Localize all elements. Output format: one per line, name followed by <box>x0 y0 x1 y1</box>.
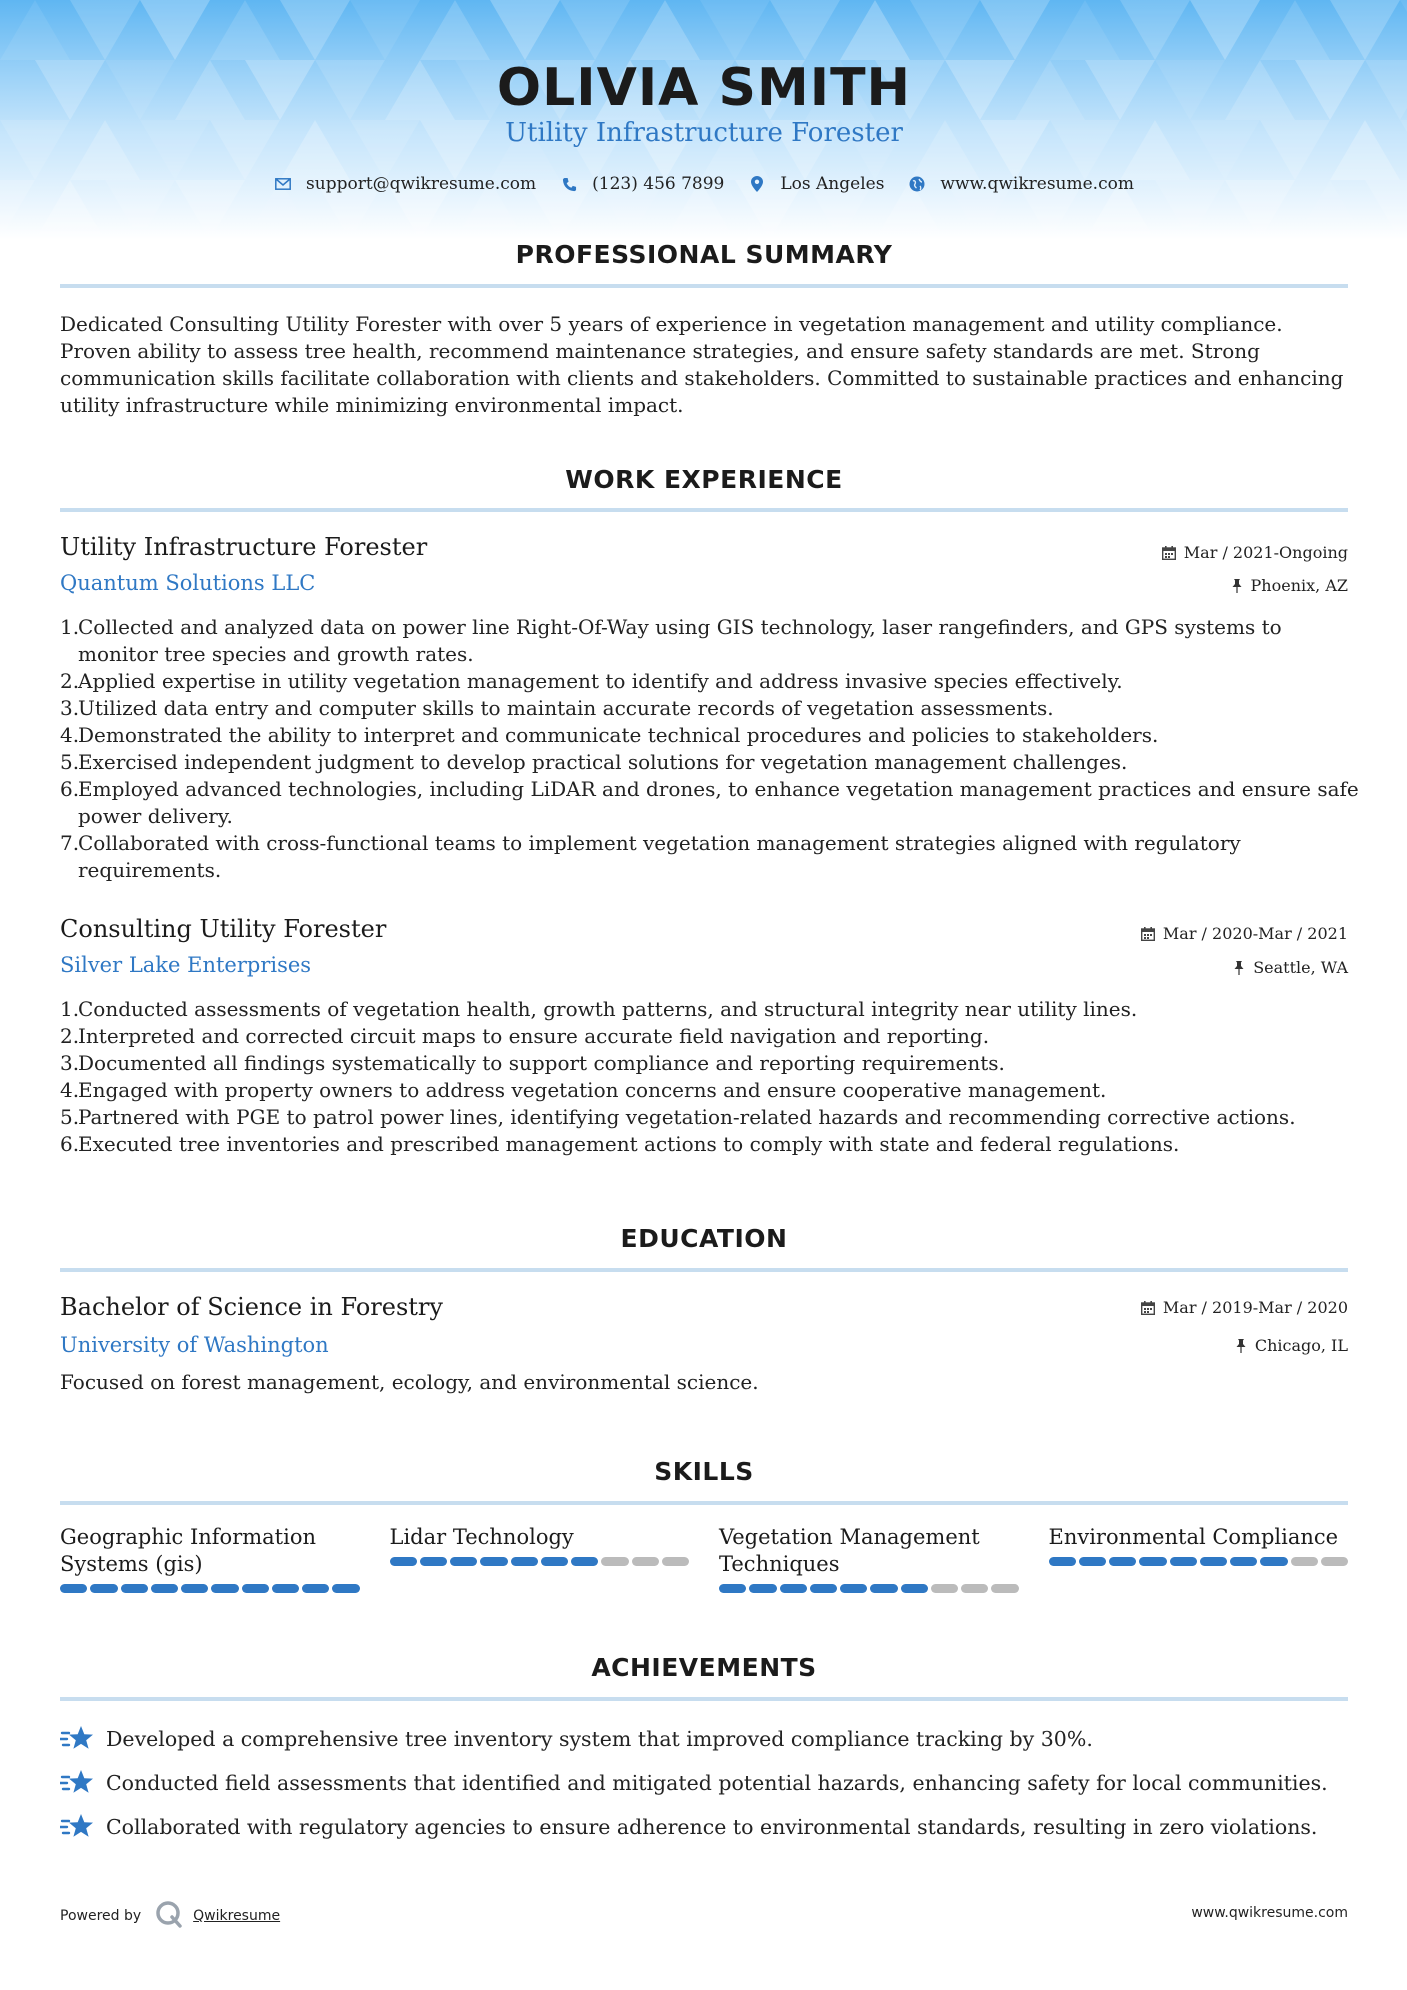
skill-level-segment <box>151 1584 178 1593</box>
achievement-text: Developed a comprehensive tree inventory system that improved compliance tracking by 30%. <box>106 1727 1093 1751</box>
phone-text: (123) 456 7899 <box>592 174 725 194</box>
footer-powered-by: Powered by Qwikresume <box>60 1900 280 1932</box>
pushpin-icon <box>1231 579 1243 593</box>
contact-website[interactable] <box>908 174 1134 194</box>
bullet-item: 3. Utilized data entry and computer skills to maintain accurate records of vegetation assessments. <box>60 696 1054 720</box>
skill-level-segment <box>961 1584 988 1593</box>
job-title: Utility Infrastructure Forester <box>60 533 428 561</box>
skill-item <box>719 1524 1019 1593</box>
achievement-text: Conducted field assessments that identified and mitigated potential hazards, enhancing safety for local communities. <box>106 1771 1328 1795</box>
skill-item <box>1049 1524 1349 1593</box>
bullet-item: 7. Collaborated with cross-functional teams to implement vegetation management strategies aligned with regulatory requirements. <box>60 831 1241 882</box>
skill-level-bar <box>60 1584 360 1593</box>
skill-level-segment <box>780 1584 807 1593</box>
section-divider <box>60 1268 1348 1272</box>
qwikresume-link[interactable]: Qwikresume <box>193 1908 281 1924</box>
achievement-item <box>60 1768 1348 1798</box>
contact-email[interactable] <box>274 174 536 194</box>
skill-level-segment <box>632 1557 659 1566</box>
map-pin-icon <box>748 175 766 193</box>
job-dates: Mar / 2021-Ongoing <box>1162 543 1348 562</box>
bullet-item: 4. Demonstrated the ability to interpret and communicate technical procedures and policies to stakeholders. <box>60 723 1159 747</box>
skill-name: Geographic Information Systems (gis) <box>60 1525 316 1576</box>
envelope-icon <box>274 175 292 193</box>
skill-level-segment <box>332 1584 359 1593</box>
job-location: Seattle, WA <box>1233 958 1348 977</box>
skill-item <box>390 1524 690 1593</box>
skills-heading: SKILLS <box>654 1457 754 1486</box>
skill-level-segment <box>121 1584 148 1593</box>
skill-level-segment <box>1170 1557 1197 1566</box>
skill-level-segment <box>931 1584 958 1593</box>
skill-level-segment <box>1200 1557 1227 1566</box>
email-text: support@qwikresume.com <box>306 174 537 194</box>
skill-level-segment <box>242 1584 269 1593</box>
skill-level-segment <box>181 1584 208 1593</box>
bullet-item: 6. Executed tree inventories and prescribed management actions to comply with state and federal regulations. <box>60 1132 1180 1156</box>
achievements-heading: ACHIEVEMENTS <box>591 1653 817 1682</box>
education-dates: Mar / 2019-Mar / 2020 <box>1141 1298 1348 1317</box>
skill-level-segment <box>1260 1557 1287 1566</box>
skill-name: Lidar Technology <box>389 1525 574 1549</box>
skill-level-segment <box>901 1584 928 1593</box>
skill-name: Environmental Compliance <box>1048 1525 1339 1549</box>
skill-level-bar <box>390 1557 690 1566</box>
job-dates: Mar / 2020-Mar / 2021 <box>1141 924 1348 943</box>
contact-row <box>60 174 1348 194</box>
calendar-icon <box>1141 1301 1155 1315</box>
bullet-item: 5. Partnered with PGE to patrol power lines, identifying vegetation-related hazards and recommending corrective actions. <box>60 1105 1296 1129</box>
skill-level-bar <box>1049 1557 1349 1566</box>
bullet-item: 1. Conducted assessments of vegetation health, growth patterns, and structural integrity near utility lines. <box>60 997 1138 1021</box>
skill-level-bar <box>719 1584 1019 1593</box>
skill-level-segment <box>450 1557 477 1566</box>
skill-name: Vegetation Management Techniques <box>719 1525 980 1576</box>
skill-level-segment <box>840 1584 867 1593</box>
school-name: University of Washington <box>60 1333 329 1357</box>
skill-level-segment <box>302 1584 329 1593</box>
skill-level-segment <box>571 1557 598 1566</box>
section-divider <box>60 284 1348 288</box>
skill-level-segment <box>272 1584 299 1593</box>
section-divider <box>60 508 1348 512</box>
skill-level-segment <box>662 1557 689 1566</box>
phone-icon <box>560 175 578 193</box>
skill-level-segment <box>601 1557 628 1566</box>
star-icon <box>60 1724 94 1754</box>
bullet-item: 5. Exercised independent judgment to develop practical solutions for vegetation management challenges. <box>60 750 1128 774</box>
skill-level-segment <box>810 1584 837 1593</box>
job-title: Consulting Utility Forester <box>60 915 387 943</box>
calendar-icon <box>1162 546 1176 560</box>
degree-name: Bachelor of Science in Forestry <box>60 1293 443 1321</box>
skill-level-segment <box>1321 1557 1348 1566</box>
skill-level-segment <box>541 1557 568 1566</box>
skill-level-segment <box>1109 1557 1136 1566</box>
section-divider <box>60 1697 1348 1701</box>
skill-level-segment <box>390 1557 417 1566</box>
summary-heading: PROFESSIONAL SUMMARY <box>515 240 893 269</box>
skill-level-segment <box>870 1584 897 1593</box>
skill-level-segment <box>1291 1557 1318 1566</box>
skill-level-segment <box>1049 1557 1076 1566</box>
skills-grid <box>60 1524 1348 1593</box>
skill-level-segment <box>991 1584 1018 1593</box>
calendar-icon <box>1141 927 1155 941</box>
skill-level-segment <box>60 1584 87 1593</box>
skill-level-segment <box>749 1584 776 1593</box>
pushpin-icon <box>1235 1339 1247 1353</box>
bullet-item: 6. Employed advanced technologies, including LiDAR and drones, to enhance vegetation management practices and ensure safe power delivery. <box>60 777 1359 828</box>
bullet-item: 4. Engaged with property owners to address vegetation concerns and ensure cooperative management. <box>60 1078 1107 1102</box>
summary-text: Dedicated Consulting Utility Forester with over 5 years of experience in vegetation management and utility compliance. Proven ability to assess tree health, recommend maintenance strategies, and ensure safety standards are met. Strong communication skills facilitate collaboration with clients and stakeholders. Committed to sustainable practices and enhancing utility infrastructure while minimizing environmental impact. <box>60 312 1344 417</box>
skill-level-segment <box>211 1584 238 1593</box>
skill-level-segment <box>1230 1557 1257 1566</box>
footer-url[interactable]: www.qwikresume.com <box>1191 1905 1348 1921</box>
section-divider <box>60 1501 1348 1505</box>
skill-item <box>60 1524 360 1593</box>
globe-icon <box>908 175 926 193</box>
job-location: Phoenix, AZ <box>1231 576 1348 595</box>
skill-level-segment <box>90 1584 117 1593</box>
skill-level-segment <box>1079 1557 1106 1566</box>
skill-level-segment <box>480 1557 507 1566</box>
achievement-item <box>60 1812 1348 1842</box>
skill-level-segment <box>1139 1557 1166 1566</box>
company-name: Silver Lake Enterprises <box>60 953 312 977</box>
star-icon <box>60 1812 94 1842</box>
qwikresume-logo-icon <box>155 1900 183 1932</box>
bullet-item: 3. Documented all findings systematically to support compliance and reporting requirements. <box>60 1051 1005 1075</box>
website-text: www.qwikresume.com <box>940 174 1134 194</box>
pushpin-icon <box>1233 961 1245 975</box>
job-bullets <box>60 614 1366 884</box>
achievement-item <box>60 1724 1348 1754</box>
education-location: Chicago, IL <box>1235 1336 1348 1355</box>
skill-level-segment <box>719 1584 746 1593</box>
education-heading: EDUCATION <box>620 1224 788 1253</box>
experience-heading: WORK EXPERIENCE <box>565 465 843 494</box>
bullet-item: 1. Collected and analyzed data on power line Right-Of-Way using GIS technology, laser rangefinders, and GPS systems to monitor tree species and growth rates. <box>60 615 1282 666</box>
candidate-name: OLIVIA SMITH <box>496 58 912 118</box>
education-description: Focused on forest management, ecology, and environmental science. <box>60 1370 759 1394</box>
skill-level-segment <box>420 1557 447 1566</box>
bullet-item: 2. Interpreted and corrected circuit maps to ensure accurate field navigation and reporting. <box>60 1024 990 1048</box>
achievement-text: Collaborated with regulatory agencies to ensure adherence to environmental standards, resulting in zero violations. <box>106 1815 1318 1839</box>
company-name: Quantum Solutions LLC <box>60 571 316 595</box>
contact-phone[interactable] <box>560 174 724 194</box>
job-bullets <box>60 996 1366 1158</box>
location-text: Los Angeles <box>780 174 885 194</box>
star-icon <box>60 1768 94 1798</box>
contact-location <box>748 174 884 194</box>
candidate-title: Utility Infrastructure Forester <box>505 118 903 148</box>
skill-level-segment <box>511 1557 538 1566</box>
bullet-item: 2. Applied expertise in utility vegetation management to identify and address invasive species effectively. <box>60 669 1123 693</box>
